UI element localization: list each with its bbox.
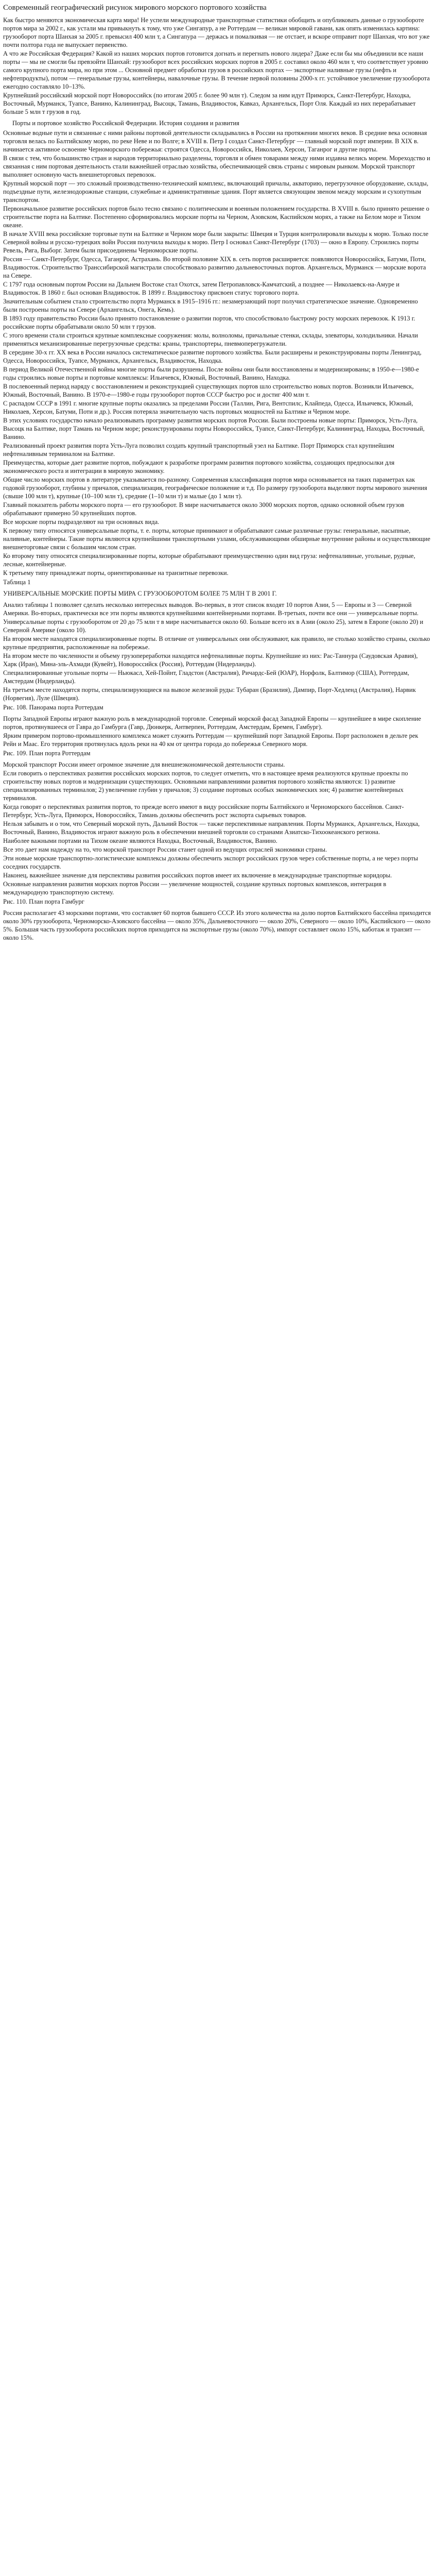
table-caption: Таблица 1 — [3, 579, 31, 586]
paragraph: С распадом СССР в 1991 г. многие крупные порты оказались за пределами России (Таллин, Рига, Вентспилс, Клайпеда, Одесса, Ильичевск, Южный, Николаев, Херсон, Батуми, Поти и др.). Россия потеряла значительную часть портовых мощностей на Балтике и Черном море. — [3, 400, 413, 415]
section-heading: Порты и портовое хозяйство Российской Федерации. История создания и развития — [12, 120, 239, 127]
paragraph: В период Великой Отечественной войны многие порты были разрушены. После войны они были восстановлены и модернизированы; в 1950-е—1980-е годы строились новые порты и портовые комплексы: Ильичевск, Южный, Восточный, Ванино, Находка. — [3, 366, 419, 381]
figure-caption: Рис. 109. План порта Роттердам — [3, 750, 91, 757]
paragraph: Все это дает нам надежду на то, что морской транспорт России станет одной из ведущих отраслей экономики страны. — [3, 846, 327, 853]
paragraph: Реализованный проект развития порта Усть-Луга позволил создать крупный транспортный узел на Балтике. Порт Приморск стал крупнейшим нефтеналивным терминалом на Балтике. — [3, 442, 394, 457]
paragraph: Нельзя забывать и о том, что Северный морской путь, Дальний Восток — также перспективные направления. Порты Мурманск, Архангельск, Находка, Восточный, Ванино, Владивосток играют важную роль в обеспечении внешней торговли со странами Азиатско-Тихоокеанского региона. — [3, 820, 420, 836]
paragraph: Преимущества, которые дает развитие портов, побуждают к разработке программ развития портового хозяйства, создающих предпосылки для экономического роста и интеграции в мировую экономику. — [3, 459, 395, 474]
figure-caption: Рис. 108. Панорама порта Роттердам — [3, 704, 103, 711]
paragraph: К первому типу относятся универсальные порты, т. е. порты, которые принимают и обрабатывают самые различные грузы: генеральные, насыпные, наливные, контейнеры. Такие порты являются крупнейшими транспортными узлами, обслуживающими обширные внутренние районы и осуществляющие внешнеторговые связи с большим числом стран. — [3, 527, 430, 551]
paragraph: В связи с тем, что большинство стран и народов территориально разделены, торговля и обмен товарами между ними издавна велись морем. Мореходство и связанная с ним портовая деятельность стали важнейшей отраслью хозяйства, обеспечивающей связь страны с мировым рынком. Морской транспорт выполняет основную часть внешнеторговых перевозок. — [3, 155, 430, 178]
paragraph: В послевоенный период наряду с восстановлением и реконструкцией существующих портов шло строительство новых портов. Возникли Ильичевск, Южный, Восточный, Ванино. В 1970-е—1980-е годы грузооборот портов СССР быстро рос и достиг 400 млн т. — [3, 383, 414, 398]
paragraph: Морской транспорт России имеет огромное значение для внешнеэкономической деятельности страны. — [3, 761, 285, 768]
paragraph: Все морские порты подразделяют на три основных вида. — [3, 518, 160, 526]
paragraph: А что же Российская Федерация? Какой из наших морских портов готовится догнать и перегнать нового лидера? Даже если бы мы объединили все наши порты — мы не смогли бы превзойти Шанхай: грузооборот всех российских морских портов в 2005 г. составил около 460 млн т, что соответствует уровню самого крупного порта мира, но при этом ... Основной предмет обработки грузов в российских портах — экспортные наливные грузы (нефть и нефтепродукты), потом — генеральные грузы, контейнеры, навалочные грузы. В течение первой половины 2000-х гг. устойчивое увеличение грузооборота ежегодно составляло 10–13%. — [3, 50, 430, 90]
paragraph: Общие число морских портов в литературе указывается по-разному. Современная классификация портов мира основывается на таких параметрах как годовой грузооборот, глубины у причалов, специализация, географическое положение и т.д. По размеру грузооборота выделяют порты мирового значения (свыше 100 млн т), крупные (10–100 млн т), средние (1–10 млн т) и малые (до 1 млн т). — [3, 476, 427, 500]
paragraph: Ярким примером портово-промышленного комплекса может служить Роттердам — крупнейший порт Западной Европы. Порт расположен в дельте рек Рейн и Маас. Его территория протянулась вдоль реки на 40 км от центра города до побережья Северного моря. — [3, 732, 418, 748]
paragraph: На втором месте по численности и объему грузопереработки находятся нефтеналивные порты. Крупнейшие из них: Рас-Таннура (Саудовская Аравия), Харк (Иран), Мина-эль-Ахмади (Кувейт), Новороссийск (Россия), Роттердам (Нидерланды). — [3, 652, 418, 668]
paragraph: Первоначальное развитие российских портов было тесно связано с политическим и военным положением государства. В XVIII в. было принято решение о строительстве порта на Балтике. Постепенно сформировались морские порты на Черном, Азовском, Каспийском морях, а также на Белом море и Тихом океане. — [3, 205, 429, 229]
document-page — [0, 0, 436, 945]
paragraph: Ко второму типу относятся специализированные порты, которые обрабатывают преимущественно один вид груза: нефтеналивные, угольные, рудные, лесные, контейнерные. — [3, 552, 415, 568]
paragraph: На втором месте находятся специализированные порты. В отличие от универсальных они обслуживают, как правило, не столько хозяйство страны, сколько крупные предприятия, расположенные на побережье. — [3, 635, 430, 651]
paragraph: Основные водные пути и связанные с ними районы портовой деятельности складывались в России на протяжении многих веков. В средние века основная торговля велась по Балтийскому морю, по реке Неве и по Волге; в XVIII в. Петр I создал Санкт-Петербург — главный морской порт империи. В XIX в. начинается активное освоение Черноморского побережья: строятся Одесса, Новороссийск, Николаев, Херсон, Таганрог и другие порты. — [3, 129, 427, 153]
paragraph: Значительным событием стало строительство порта Мурманск в 1915–1916 гг.: незамерзающий порт получил стратегическое значение. Одновременно были построены порты на Севере (Архангельск, Онега, Кемь). — [3, 298, 418, 313]
paragraph: Порты Западной Европы играют важную роль в международной торговле. Северный морской фасад Западной Европы — крупнейшее в мире скопление портов, протянувшееся от Гавра до Гамбурга (Гавр, Дюнкерк, Антверпен, Роттердам, Амстердам, Бремен, Гамбург). — [3, 715, 421, 731]
paragraph: На третьем месте находятся порты, специализирующиеся на вывозе железной руды: Тубаран (Бразилия), Дампир, Порт-Хедленд (Австралия), Нарвик (Норвегия), Луле (Швеция). — [3, 686, 416, 702]
paragraph: В середине 30-х гг. XX века в России началось систематическое развитие портового хозяйства. Были расширены и реконструированы порты Ленинград, Одесса, Новороссийск, Туапсе, Мурманск, Архангельск, Владивосток, Находка. — [3, 349, 422, 364]
paragraph: Наиболее важными портами на Тихом океане являются Находка, Восточный, Владивосток, Ванино. — [3, 837, 277, 844]
paragraph: С 1797 года основным портом России на Дальнем Востоке стал Охотск, затем Петропавловск-Камчатский, а позднее — Николаевск-на-Амуре и Владивосток. В 1860 г. был основан Владивосток. В 1899 г. Владивостоку присвоен статус торгового порта. — [3, 281, 399, 296]
paragraph: Россия — Санкт-Петербург, Одесса, Таганрог, Астрахань. Во второй половине XIX в. сеть портов расширяется: появляются Новороссийск, Батуми, Поти, Владивосток. Строительство Транссибирской магистрали способствовало развитию дальневосточных портов. Архангельск, Мурманск — морские ворота на Севере. — [3, 256, 426, 279]
paragraph: Эти новые морские транспортно-логистические комплексы должны обеспечить экспорт российских грузов через собственные порты, а не через порты соседних государств. — [3, 855, 418, 870]
paragraph: Если говорить о перспективах развития российских морских портов, то следует отметить, что в настоящее время реализуются крупные проекты по строительству новых портов и модернизации существующих. Основными направлениями развития портового хозяйства являются: 1) развитие специализированных терминалов; 2) увеличение глубин у причалов; 3) создание портовых особых экономических зон; 4) развитие контейнерных терминалов. — [3, 770, 408, 802]
paragraph: Специализированные угольные порты — Ньюкасл, Хей-Пойнт, Гладстон (Австралия), Ричардс-Бей (ЮАР), Норфолк, Балтимор (США), Роттердам, Амстердам (Нидерланды). — [3, 669, 409, 685]
paragraph: В начале XVIII века российские торговые пути на Балтике и Черном море были закрыты: Швеция и Турция контролировали выходы к морю. Только после Северной войны и русско-турецких войн Россия получила выходы к морю. Петр I основал Санкт-Петербург (1703) — окно в Европу. Строились порты Ревель, Рига, Выборг. Затем были присоединены Черноморские порты. — [3, 230, 429, 254]
paragraph: Когда говорят о перспективах развития портов, то прежде всего имеют в виду российские порты Балтийского и Черноморского бассейнов. Санкт-Петербург, Усть-Луга, Приморск, Новороссийск, Тамань должны обеспечить рост экспорта сырьевых товаров. — [3, 803, 404, 819]
paragraph: К третьему типу принадлежат порты, ориентированные на транзитные перевозки. — [3, 569, 229, 577]
paragraph: Россия располагает 43 морскими портами, что составляет 60 портов бывшего СССР. Из этого количества на долю портов Балтийского бассейна приходится около 30% грузооборота, Черноморско-Азовского бассейна — около 35%, Дальневосточного — около 20%, Северного — около 10%, Каспийского — около 5%. Большая часть грузооборота российских портов приходится на экспортные грузы (около 70%), импорт составляет около 15%, каботаж и транзит — около 15%. — [3, 909, 431, 941]
paragraph: Крупный морской порт — это сложный производственно-технический комплекс, включающий причалы, акваторию, перегрузочное оборудование, склады, подъездные пути, железнодорожные станции, служебные и административные здания. Порт является связующим звеном между морским и сухопутным транспортом. — [3, 180, 429, 204]
paragraph: Анализ таблицы 1 позволяет сделать несколько интересных выводов. Во-первых, в этот список входят 10 портов Азии, 5 — Европы и 3 — Северной Америки. Во-вторых, практически все эти порты являются крупнейшими контейнерными портами. В-третьих, почти все они — универсальные порты. — [3, 601, 418, 617]
table-title: УНИВЕРСАЛЬНЫЕ МОРСКИЕ ПОРТЫ МИРА С ГРУЗООБОРОТОМ БОЛЕЕ 75 МЛН Т В 2001 Г. — [3, 590, 277, 597]
paragraph: Основные направления развития морских портов России — увеличение мощностей, создание крупных портовых комплексов, интеграция в международную транспортную систему. — [3, 880, 387, 896]
document-title: Современный географический рисунок мирового морского портового хозяйства — [3, 4, 267, 12]
paragraph: Главный показатель работы морского порта — его грузооборот. В мире насчитывается около 3000 морских портов, однако основной объем грузов обрабатывают примерно 50 крупнейших портов. — [3, 501, 405, 517]
paragraph: В этих условиях государство начало реализовывать программу развития морских портов России. Были построены новые порты: Приморск, Усть-Луга, Высоцк на Балтике, порт Тамань на Черном море; реконструированы порты Новороссийск, Туапсе, Санкт-Петербург, Калининград, Находка, Восточный, Ванино. — [3, 417, 425, 440]
paragraph: Универсальные порты с грузооборотом от 20 до 75 млн т в мире насчитывается около 60. Больше всего их в Азии (около 25), затем в Европе (около 20) и Северной Америке (около 10). — [3, 618, 424, 634]
paragraph: Как быстро меняются экономическая карта мира! Не успели международные транспортные статистики обобщить и опубликовать данные о грузообороте портов мира за 2002 г., как устали мы привыкнуть к тому, что уже Сингапур, а не Роттердам — великан мировой гавани, как опять изменилась картина: грузооборот порта Шанхая за 2005 г. превысил 400 млн т, а Сингапура — держась и помалкивая — не отстает, и вскоре отправит порт Шанхая, что вот уже почти полтора года не выпускает первенство. — [3, 16, 430, 48]
figure-caption: Рис. 110. План порта Гамбург — [3, 898, 84, 905]
paragraph: Наконец, важнейшее значение для перспективы развития российских портов имеет их включение в международные транспортные коридоры. — [3, 872, 392, 879]
paragraph: Крупнейший российский морской порт Новороссийск (по итогам 2005 г. более 90 млн т). Следом за ним идут Приморск, Санкт-Петербург, Находка, Восточный, Мурманск, Туапсе, Ванино, Калининград, Высоцк, Тамань, Владивосток, Кавказ, Архангельск, Порт Оля. Каждый из них перерабатывает больше 5 млн т грузов в год. — [3, 92, 416, 115]
paragraph: С этого времени стали строиться крупные комплексные сооружения: молы, волноломы, причальные стенки, склады, элеваторы, холодильники. Начали применяться механизированные перегрузочные средства: краны, транспортеры, пневмоперегружатели. — [3, 332, 418, 347]
paragraph: В 1893 году правительство России было принято постановление о развитии портов, что способствовало быстрому росту морских перевозок. К 1913 г. российские порты обрабатывали около 50 млн т грузов. — [3, 315, 415, 330]
